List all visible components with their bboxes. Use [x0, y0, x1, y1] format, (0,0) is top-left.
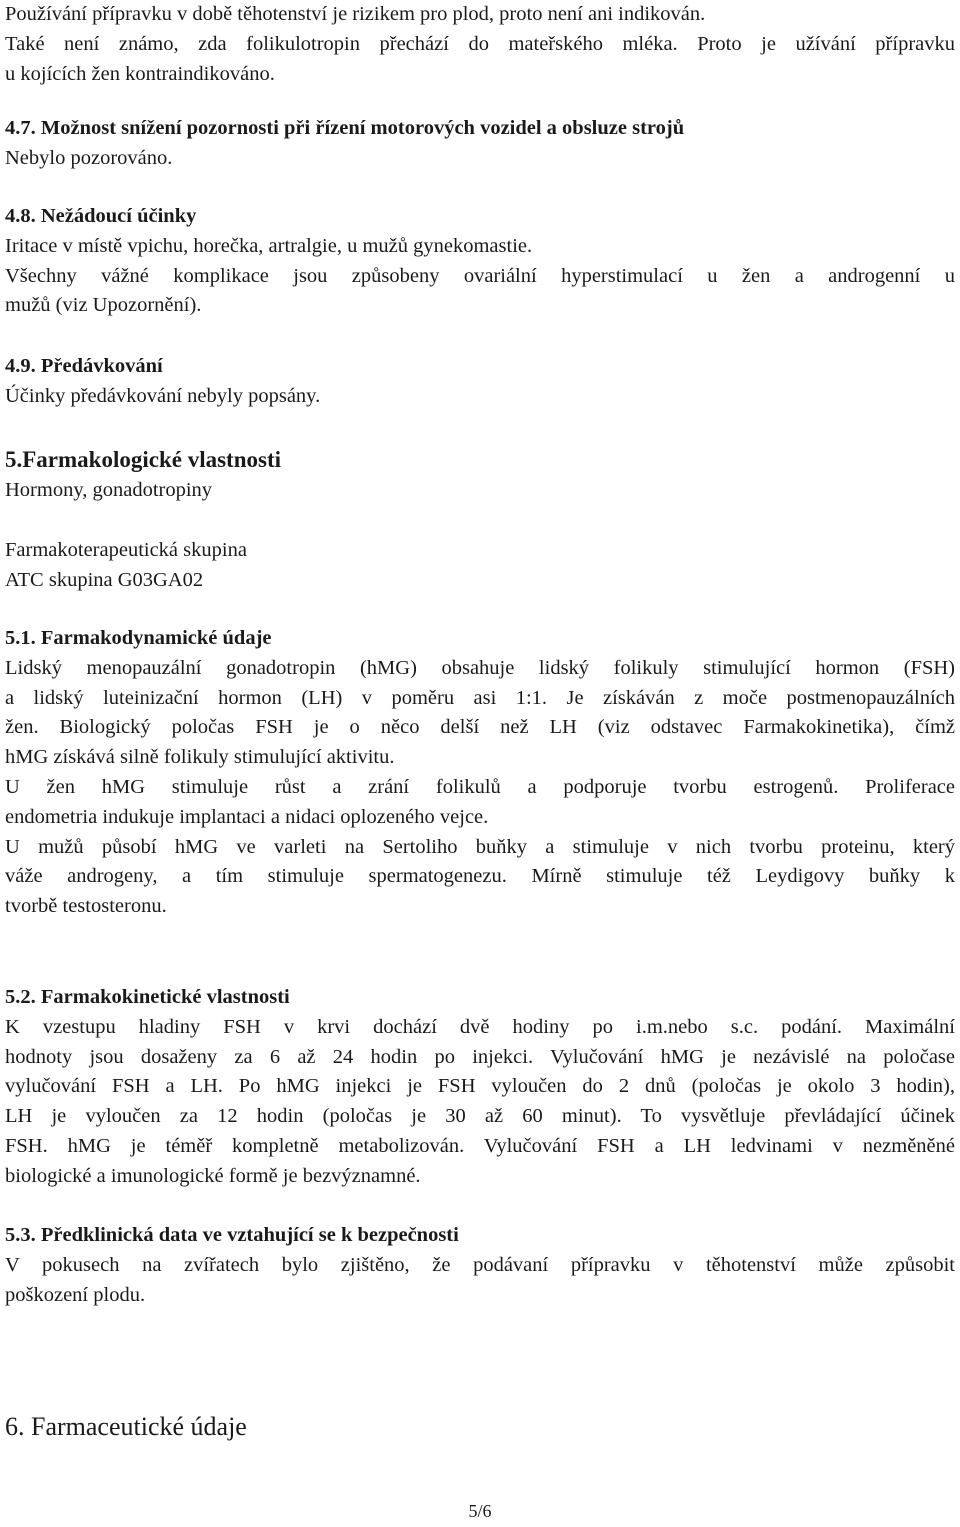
- section-heading: 4.9. Předávkování: [5, 355, 163, 377]
- section-heading: 4.8. Nežádoucí účinky: [5, 205, 197, 227]
- page-number: 5/6: [468, 1501, 492, 1521]
- text-line: FSH. hMG je téměř kompletně metabolizován. Vylučování FSH a LH ledvinami v nezměněné: [5, 1134, 955, 1157]
- text-line: Lidský menopauzální gonadotropin (hMG) obsahuje lidský folikuly stimulující hormon (FSH): [5, 656, 955, 679]
- text-line: V pokusech na zvířatech bylo zjištěno, že podávaní přípravku v těhotenství může způsobit: [5, 1253, 955, 1276]
- text-line: tvorbě testosteronu.: [5, 895, 167, 918]
- text-line: poškození plodu.: [5, 1283, 146, 1306]
- section-text: Nebylo pozorováno.: [5, 146, 173, 169]
- section-heading: 5.2. Farmakokinetické vlastnosti: [5, 986, 290, 1008]
- text-line: U mužů působí hMG ve varleti na Sertoliho buňky a stimuluje v nich tvorbu proteinu, který: [5, 835, 955, 858]
- section-5-group: [5, 536, 955, 596]
- section-text: Účinky předávkování nebyly popsány.: [5, 384, 321, 407]
- text-line: vylučování FSH a LH. Po hMG injekci je FSH vyloučen do 2 dnů (poločas je okolo 3 hodin),: [5, 1075, 955, 1098]
- section-5-1: [5, 624, 955, 922]
- text-line: a lidský luteinizační hormon (LH) v poměru asi 1:1. Je získáván z moče postmenopauzálních: [5, 686, 955, 709]
- text-line: endometria indukuje implantaci a nidaci oplozeného vejce.: [5, 805, 489, 828]
- atc-code: ATC skupina G03GA02: [5, 568, 204, 591]
- text-line: žen. Biologický poločas FSH je o něco delší než LH (viz odstavec Farmakokinetika), čímž: [5, 716, 955, 739]
- text-line: hMG získává silně folikuly stimulující aktivitu.: [5, 746, 395, 769]
- section-5-3: [5, 1221, 955, 1310]
- section-6: [5, 1409, 955, 1445]
- text-line: váže androgeny, a tím stimuluje spermatogenezu. Mírně stimuluje též Leydigovy buňky k: [5, 865, 955, 888]
- text-line: hodnoty jsou dosaženy za 6 až 24 hodin po injekci. Vylučování hMG je nezávislé na poločase: [5, 1045, 955, 1068]
- text-line: Také není známo, zda folikulotropin přechází do mateřského mléka. Proto je užívání přípravku: [5, 32, 955, 55]
- section-text: Hormony, gonadotropiny: [5, 479, 213, 501]
- text-line: Všechny vážné komplikace jsou způsobeny ovariální hyperstimulací u žen a androgenní u: [5, 264, 955, 287]
- section-heading: 5.1. Farmakodynamické údaje: [5, 627, 272, 649]
- section-heading: 4.7. Možnost snížení pozornosti při řízení motorových vozidel a obsluze strojů: [5, 117, 685, 139]
- section-4-9: [5, 352, 955, 412]
- pregnancy-paragraph: [5, 0, 955, 89]
- section-4-7: [5, 114, 955, 174]
- text-line: u kojících žen kontraindikováno.: [5, 62, 275, 85]
- text-line: U žen hMG stimuluje růst a zrání folikulů a podporuje tvorbu estrogenů. Proliferace: [5, 775, 955, 798]
- section-4-8: [5, 202, 955, 321]
- text-line: biologické a imunologické formě je bezvýznamné.: [5, 1164, 421, 1187]
- group-label: Farmakoterapeutická skupina: [5, 539, 247, 561]
- text-line: K vzestupu hladiny FSH v krvi dochází dvě hodiny po i.m.nebo s.c. podání. Maximální: [5, 1015, 955, 1038]
- section-5: [5, 444, 955, 506]
- section-heading: 6. Farmaceutické údaje: [5, 1412, 247, 1441]
- text-line: Iritace v místě vpichu, horečka, artralgie, u mužů gynekomastie.: [5, 234, 533, 257]
- section-5-2: [5, 983, 955, 1192]
- text-line: mužů (viz Upozornění).: [5, 294, 202, 317]
- text-line: Používání přípravku v době těhotenství je rizikem pro plod, proto není ani indikován.: [5, 3, 706, 25]
- section-heading: 5.Farmakologické vlastnosti: [5, 447, 281, 472]
- section-heading: 5.3. Předklinická data ve vztahující se k bezpečnosti: [5, 1224, 459, 1246]
- text-line: LH je vyloučen za 12 hodin (poločas je 30 až 60 minut). To vysvětluje převládající účinek: [5, 1105, 955, 1128]
